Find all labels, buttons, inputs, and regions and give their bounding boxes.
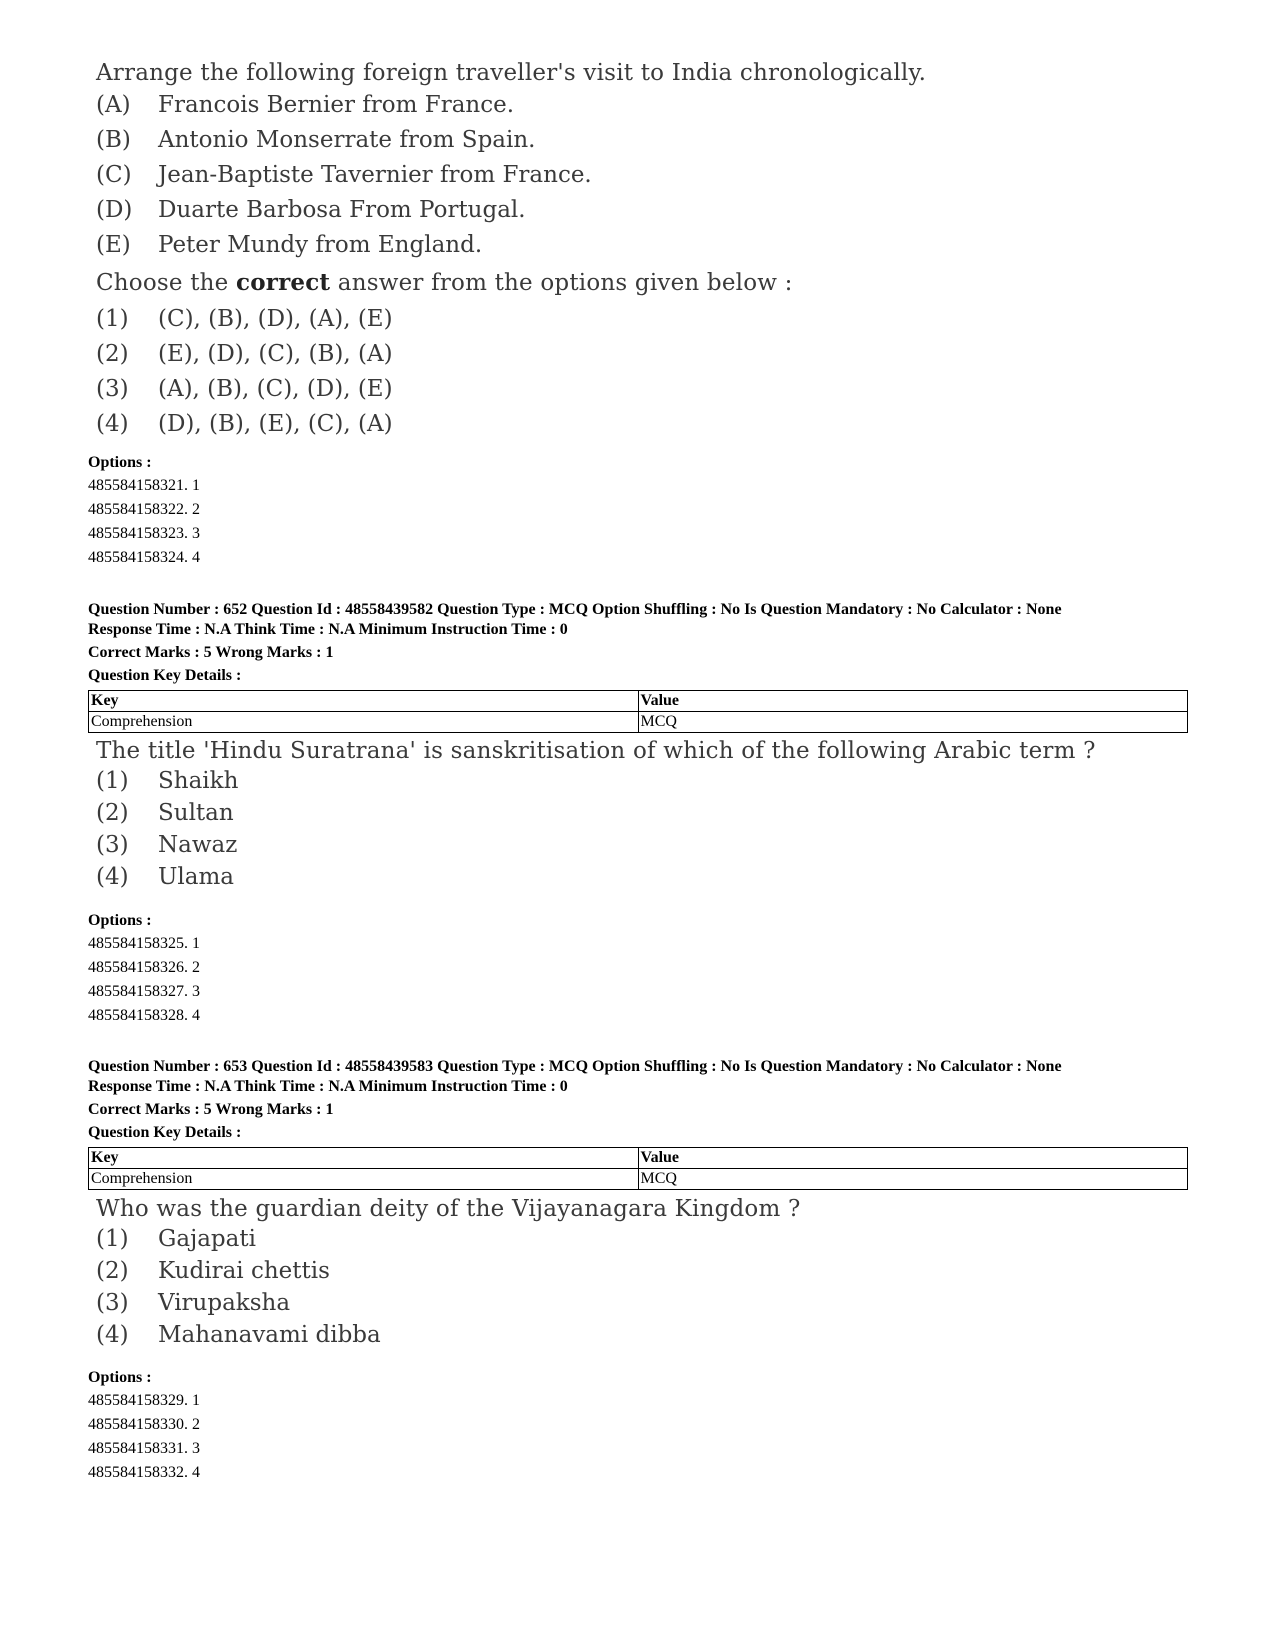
question-meta-line: Question Number : 653 Question Id : 48558439583 Question Type : MCQ Option Shuffling : No Is Question Mandatory : No Calculator : None: [88, 1058, 1062, 1075]
key-details-table: [88, 1147, 1188, 1190]
option-id: 485584158322. 2: [88, 501, 200, 518]
answer-choice: (2) Sultan: [96, 800, 234, 826]
key-details-label: Question Key Details :: [88, 667, 242, 684]
option-id: 485584158331. 3: [88, 1440, 200, 1457]
question-meta-line: Response Time : N.A Think Time : N.A Minimum Instruction Time : 0: [88, 621, 568, 638]
choose-instruction: Choose the correct answer from the options given below :: [96, 269, 793, 296]
statement-item: (A) Francois Bernier from France.: [96, 92, 515, 118]
answer-choice: (3) Nawaz: [96, 832, 238, 858]
statement-item: (B) Antonio Monserrate from Spain.: [96, 127, 536, 153]
table-cell-key: Comprehension: [89, 1169, 639, 1190]
question-653-image: [96, 1196, 801, 1354]
table-cell-key: Comprehension: [89, 712, 639, 733]
question-651-image: [96, 60, 926, 446]
options-title: Options :: [88, 912, 152, 929]
option-id: 485584158327. 3: [88, 983, 200, 1000]
question-stem: Who was the guardian deity of the Vijayanagara Kingdom ?: [96, 1196, 801, 1222]
options-block-653: [88, 1369, 200, 1485]
question-653-header: [88, 1057, 1188, 1190]
marks-line: Correct Marks : 5 Wrong Marks : 1: [88, 644, 334, 661]
table-header-key: Key: [89, 1148, 639, 1169]
option-id: 485584158328. 4: [88, 1007, 200, 1024]
marks-line: Correct Marks : 5 Wrong Marks : 1: [88, 1101, 334, 1118]
option-id: 485584158324. 4: [88, 549, 200, 566]
option-id: 485584158326. 2: [88, 959, 200, 976]
options-block-652: [88, 912, 200, 1028]
statement-item: (E) Peter Mundy from England.: [96, 232, 483, 258]
option-id: 485584158321. 1: [88, 477, 200, 494]
table-header-key: Key: [89, 691, 639, 712]
table-cell-value: MCQ: [638, 712, 1188, 733]
answer-choice: (2) Kudirai chettis: [96, 1258, 330, 1284]
answer-choice: (1) (C), (B), (D), (A), (E): [96, 306, 393, 332]
key-details-label: Question Key Details :: [88, 1124, 242, 1141]
option-id: 485584158332. 4: [88, 1464, 200, 1481]
table-cell-value: MCQ: [638, 1169, 1188, 1190]
option-id: 485584158330. 2: [88, 1416, 200, 1433]
statement-item: (D) Duarte Barbosa From Portugal.: [96, 197, 526, 223]
answer-choice: (3) (A), (B), (C), (D), (E): [96, 376, 393, 402]
table-header-value: Value: [638, 691, 1188, 712]
answer-choice: (4) Ulama: [96, 864, 234, 890]
answer-choice: (3) Virupaksha: [96, 1290, 291, 1316]
question-stem: The title 'Hindu Suratrana' is sanskritisation of which of the following Arabic term ?: [96, 738, 1096, 764]
statement-item: (C) Jean-Baptiste Tavernier from France.: [96, 162, 592, 188]
options-title: Options :: [88, 454, 152, 471]
question-stem: Arrange the following foreign traveller's visit to India chronologically.: [96, 60, 927, 86]
options-title: Options :: [88, 1369, 152, 1386]
answer-choice: (1) Gajapati: [96, 1226, 256, 1252]
option-id: 485584158323. 3: [88, 525, 200, 542]
option-id: 485584158329. 1: [88, 1392, 200, 1409]
question-meta-line: Question Number : 652 Question Id : 48558439582 Question Type : MCQ Option Shuffling : No Is Question Mandatory : No Calculator : None: [88, 601, 1062, 618]
answer-choice: (4) Mahanavami dibba: [96, 1322, 381, 1348]
key-details-table: [88, 690, 1188, 733]
question-652-header: [88, 600, 1188, 733]
question-meta-line: Response Time : N.A Think Time : N.A Minimum Instruction Time : 0: [88, 1078, 568, 1095]
answer-choice: (1) Shaikh: [96, 768, 239, 794]
options-block-651: [88, 454, 200, 570]
option-id: 485584158325. 1: [88, 935, 200, 952]
answer-choice: (2) (E), (D), (C), (B), (A): [96, 341, 393, 367]
question-652-image: [96, 738, 1096, 896]
table-header-value: Value: [638, 1148, 1188, 1169]
answer-choice: (4) (D), (B), (E), (C), (A): [96, 411, 393, 437]
